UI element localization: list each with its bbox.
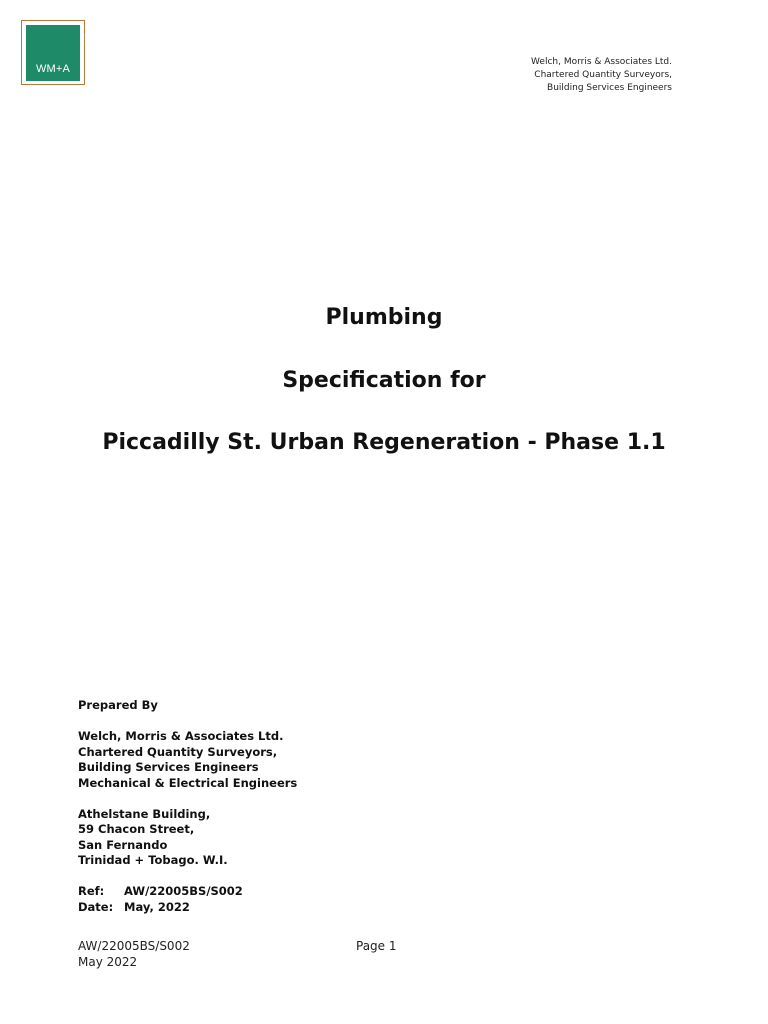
document-subject: Plumbing	[325, 305, 443, 330]
letterhead	[531, 56, 672, 95]
company-engineering: Mechanical & Electrical Engineers	[78, 775, 298, 790]
document-type: Specification for	[282, 368, 486, 393]
address-street: 59 Chacon Street,	[78, 822, 195, 836]
date-label: Date:	[78, 899, 114, 914]
company-name: Welch, Morris & Associates Ltd.	[78, 729, 284, 743]
letterhead-company: Welch, Morris & Associates Ltd.	[531, 57, 672, 67]
date-row	[78, 900, 297, 916]
company-services: Building Services Engineers	[78, 760, 259, 774]
address-city: San Fernando	[78, 837, 168, 852]
logo-text: WM+A	[35, 63, 71, 75]
reference-row	[78, 884, 297, 900]
company-profession: Chartered Quantity Surveyors,	[78, 744, 278, 759]
company-logo	[21, 20, 85, 85]
letterhead-profession: Chartered Quantity Surveyors,	[534, 70, 672, 80]
footer-reference	[78, 938, 190, 970]
reference-value: AW/22005BS/S002	[124, 884, 243, 898]
address-country: Trinidad + Tobago. W.I.	[78, 853, 228, 867]
letterhead-services: Building Services Engineers	[547, 83, 672, 93]
prepared-by-block	[78, 698, 297, 915]
address-building: Athelstane Building,	[78, 806, 211, 821]
date-value: May, 2022	[124, 899, 190, 914]
footer-ref: AW/22005BS/S002	[78, 939, 190, 953]
reference-label: Ref:	[78, 884, 105, 898]
logo-mark	[26, 25, 80, 81]
prepared-by-heading: Prepared By	[78, 698, 158, 712]
page-number: Page 1	[356, 939, 397, 953]
footer-date: May 2022	[78, 955, 138, 969]
project-title: Piccadilly St. Urban Regeneration - Phase 1.1	[102, 430, 666, 455]
logo-divider	[84, 34, 87, 46]
